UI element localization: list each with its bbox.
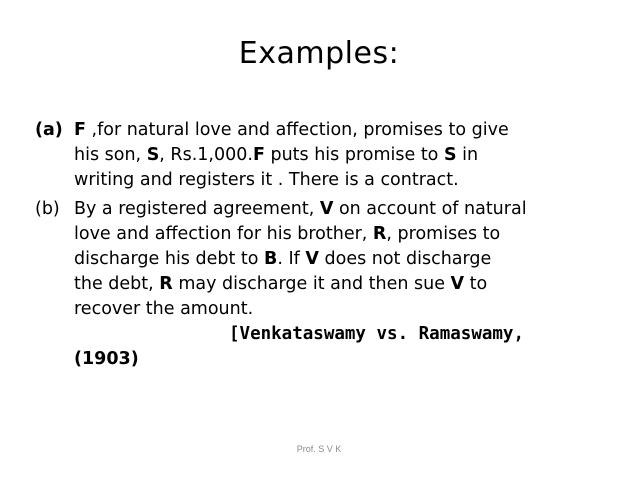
example-a — [35, 118, 625, 193]
example-b-line — [74, 247, 625, 272]
party-name: V — [305, 249, 319, 269]
text-segment: recover the amount. — [74, 299, 254, 319]
text-segment: . If — [277, 249, 306, 269]
party-name: V — [450, 274, 465, 294]
text-segment: his son, — [74, 145, 147, 165]
party-name: F — [252, 145, 265, 165]
party-name: B — [264, 249, 278, 269]
example-b-line — [74, 197, 625, 222]
example-a-line — [74, 118, 625, 143]
party-name: S — [146, 145, 160, 165]
example-a-line — [74, 168, 625, 193]
example-a-line — [74, 143, 625, 168]
footer-author: Prof. S V K — [296, 444, 342, 454]
text-segment: may discharge it and then sue — [172, 274, 451, 294]
text-segment: , promises to — [386, 224, 501, 244]
example-a-marker: (a) — [35, 120, 63, 140]
example-b-line — [74, 297, 625, 322]
example-b-text — [74, 197, 625, 372]
party-name: R — [159, 274, 173, 294]
text-segment: in — [456, 145, 479, 165]
case-citation: [Venkataswamy vs. Ramaswamy, — [229, 324, 525, 344]
text-segment: , Rs.1,000. — [159, 145, 253, 165]
example-b-lines — [74, 197, 625, 322]
example-a-text — [74, 118, 625, 193]
text-segment: does not discharge — [318, 249, 492, 269]
party-name: F — [74, 120, 86, 140]
example-b-marker: (b) — [35, 199, 60, 219]
party-name: S — [443, 145, 457, 165]
example-b-line — [74, 222, 625, 247]
text-segment: the debt, — [74, 274, 160, 294]
text-segment: writing and registers it . There is a contract. — [74, 170, 459, 190]
example-b — [35, 197, 625, 372]
text-segment: to — [464, 274, 488, 294]
text-segment: love and affection for his brother, — [74, 224, 373, 244]
party-name: R — [372, 224, 387, 244]
text-segment: By a registered agreement, — [74, 199, 320, 219]
text-segment: on account of natural — [333, 199, 527, 219]
text-segment: puts his promise to — [264, 145, 444, 165]
slide-title: Examples: — [238, 36, 400, 71]
text-segment: discharge his debt to — [74, 249, 265, 269]
text-segment: ,for natural love and affection, promises to give — [85, 120, 509, 140]
party-name: V — [319, 199, 334, 219]
example-b-line — [74, 272, 625, 297]
case-citation-year: (1903) — [74, 349, 139, 369]
